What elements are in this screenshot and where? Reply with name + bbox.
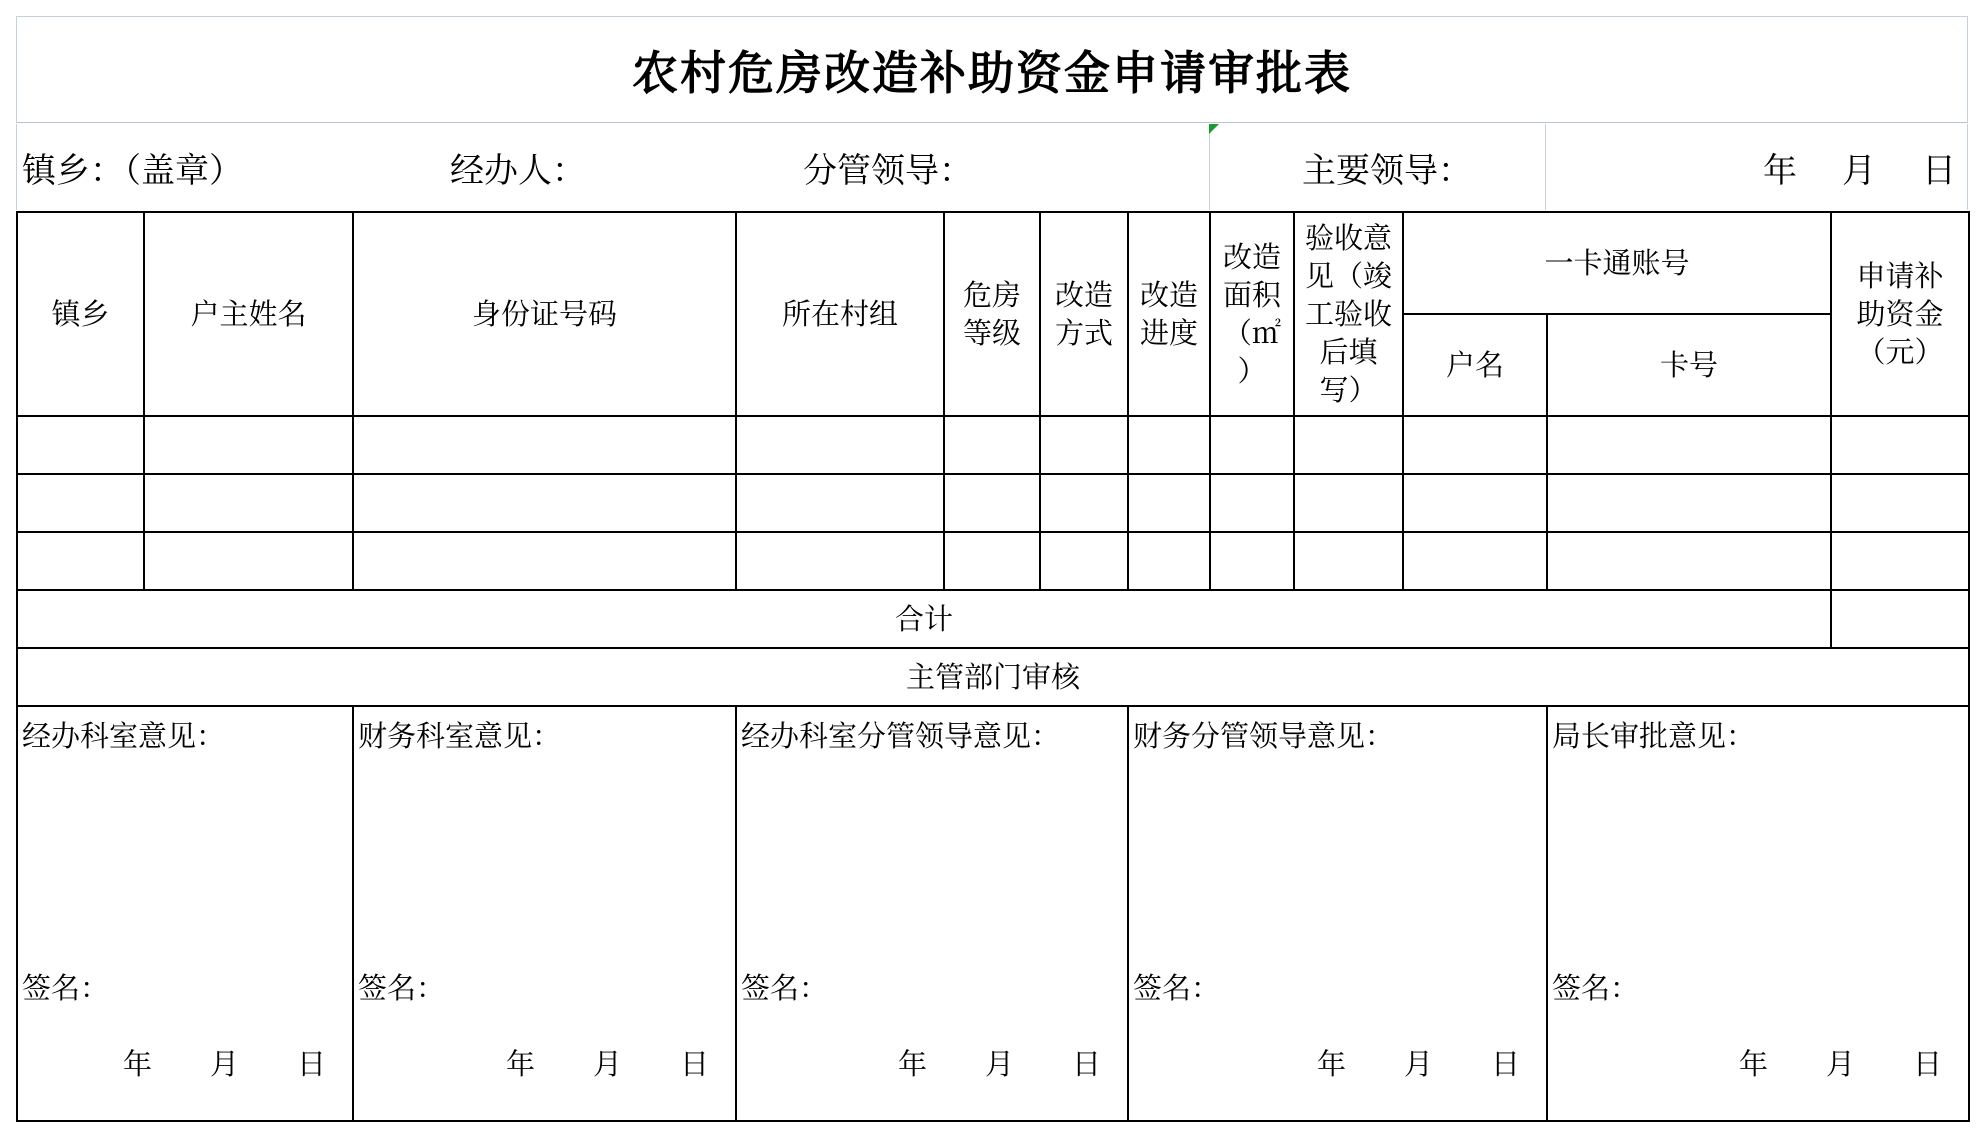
title-cell[interactable] bbox=[16, 16, 1968, 123]
opinion-date: 年 月 日 bbox=[505, 1047, 709, 1081]
opinion-label: 经办科室分管领导意见： bbox=[741, 719, 1061, 753]
header-acceptance-opinion: 验收意 见（竣 工验收 后填 写） bbox=[1294, 212, 1403, 416]
header-renovation-area: 改造 面积 （㎡ ） bbox=[1210, 212, 1294, 416]
data-cell[interactable] bbox=[17, 474, 144, 532]
opinion-label: 局长审批意见： bbox=[1552, 719, 1756, 753]
header-renovation-progress: 改造 进度 bbox=[1128, 212, 1210, 416]
opinion-date: 年 月 日 bbox=[122, 1047, 326, 1081]
header-subsidy-amount: 申请补 助资金 （元） bbox=[1831, 212, 1969, 416]
opinion-cell-handling-dept[interactable] bbox=[17, 706, 353, 1121]
data-cell[interactable] bbox=[736, 532, 944, 590]
data-cell[interactable] bbox=[1128, 532, 1210, 590]
table-row bbox=[17, 416, 1969, 474]
header-danger-level: 危房 等级 bbox=[944, 212, 1040, 416]
header-renovation-method: 改造 方式 bbox=[1040, 212, 1128, 416]
header-card-number: 卡号 bbox=[1547, 314, 1831, 416]
opinion-cell-handling-deputy[interactable] bbox=[736, 706, 1128, 1121]
header-id-number: 身份证号码 bbox=[353, 212, 736, 416]
data-cell[interactable] bbox=[1831, 532, 1969, 590]
signature-label: 签名： bbox=[22, 971, 110, 1005]
data-cell[interactable] bbox=[1403, 532, 1547, 590]
opinion-date: 年 月 日 bbox=[897, 1047, 1101, 1081]
data-cell[interactable] bbox=[144, 474, 353, 532]
cell-comment-marker bbox=[1209, 124, 1219, 134]
signature-label: 签名： bbox=[741, 971, 829, 1005]
data-cell[interactable] bbox=[1294, 474, 1403, 532]
data-cell[interactable] bbox=[144, 416, 353, 474]
data-cell[interactable] bbox=[1294, 416, 1403, 474]
data-cell[interactable] bbox=[944, 532, 1040, 590]
header-account-name: 户名 bbox=[1403, 314, 1547, 416]
data-cell[interactable] bbox=[1040, 474, 1128, 532]
meta-year: 年 bbox=[1763, 150, 1797, 191]
deputy-leader-label: 分管领导： bbox=[803, 150, 973, 191]
handler-label: 经办人： bbox=[450, 150, 586, 191]
meta-right-border bbox=[1967, 124, 1968, 210]
data-cell[interactable] bbox=[144, 532, 353, 590]
data-cell[interactable] bbox=[1403, 416, 1547, 474]
data-cell[interactable] bbox=[944, 474, 1040, 532]
meta-divider bbox=[1545, 124, 1546, 210]
data-cell[interactable] bbox=[1210, 416, 1294, 474]
table-row bbox=[17, 474, 1969, 532]
opinion-label: 经办科室意见： bbox=[22, 719, 226, 753]
data-cell[interactable] bbox=[736, 416, 944, 474]
form-title: 农村危房改造补助资金申请审批表 bbox=[632, 45, 1352, 100]
opinion-date: 年 月 日 bbox=[1738, 1047, 1943, 1081]
header-town: 镇乡 bbox=[17, 212, 144, 416]
data-cell[interactable] bbox=[1547, 416, 1831, 474]
data-cell[interactable] bbox=[1040, 532, 1128, 590]
meta-divider bbox=[1209, 124, 1210, 210]
data-cell[interactable] bbox=[1128, 474, 1210, 532]
data-cell[interactable] bbox=[353, 416, 736, 474]
data-cell[interactable] bbox=[353, 532, 736, 590]
header-village-group: 所在村组 bbox=[736, 212, 944, 416]
data-cell[interactable] bbox=[1403, 474, 1547, 532]
signature-label: 签名： bbox=[1133, 971, 1221, 1005]
data-cell[interactable] bbox=[1210, 474, 1294, 532]
opinion-cell-director[interactable] bbox=[1547, 706, 1969, 1121]
opinion-label: 财务分管领导意见： bbox=[1133, 719, 1395, 753]
signature-label: 签名： bbox=[1552, 971, 1640, 1005]
total-value-cell[interactable] bbox=[1831, 590, 1969, 648]
opinion-label: 财务科室意见： bbox=[358, 719, 562, 753]
main-leader-label: 主要领导： bbox=[1302, 150, 1472, 191]
header-owner-name: 户主姓名 bbox=[144, 212, 353, 416]
opinion-date: 年 月 日 bbox=[1316, 1047, 1520, 1081]
application-table bbox=[16, 211, 1970, 1122]
data-cell[interactable] bbox=[353, 474, 736, 532]
data-cell[interactable] bbox=[17, 416, 144, 474]
table-row bbox=[17, 532, 1969, 590]
data-cell[interactable] bbox=[1831, 416, 1969, 474]
opinion-cell-finance-dept[interactable] bbox=[353, 706, 736, 1121]
header-card-account: 一卡通账号 bbox=[1403, 212, 1831, 314]
data-cell[interactable] bbox=[1128, 416, 1210, 474]
meta-left-border bbox=[16, 124, 17, 210]
data-cell[interactable] bbox=[1294, 532, 1403, 590]
data-cell[interactable] bbox=[1831, 474, 1969, 532]
data-cell[interactable] bbox=[17, 532, 144, 590]
meta-month: 月 bbox=[1842, 150, 1876, 191]
data-cell[interactable] bbox=[944, 416, 1040, 474]
town-stamp-label: 镇乡：（盖章） bbox=[22, 150, 243, 191]
total-label-cell: 合计 bbox=[17, 590, 1831, 648]
meta-day: 日 bbox=[1922, 150, 1956, 191]
signature-label: 签名： bbox=[358, 971, 446, 1005]
data-cell[interactable] bbox=[1547, 532, 1831, 590]
data-cell[interactable] bbox=[1547, 474, 1831, 532]
data-cell[interactable] bbox=[1040, 416, 1128, 474]
dept-review-cell: 主管部门审核 bbox=[17, 648, 1969, 706]
opinion-cell-finance-deputy[interactable] bbox=[1128, 706, 1547, 1121]
data-cell[interactable] bbox=[1210, 532, 1294, 590]
data-cell[interactable] bbox=[736, 474, 944, 532]
